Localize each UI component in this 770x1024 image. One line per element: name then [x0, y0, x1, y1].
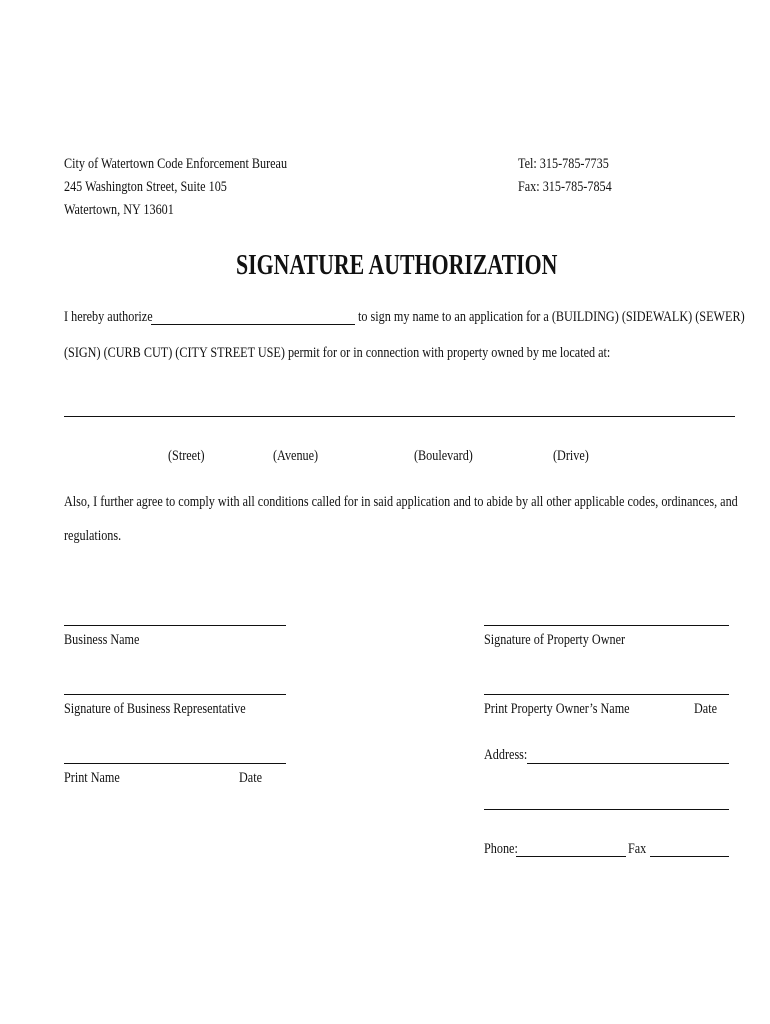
print-name-field[interactable]	[64, 763, 286, 764]
print-name-label: Print Name	[64, 770, 120, 786]
org-name: City of Watertown Code Enforcement Bureau	[64, 156, 288, 172]
agreement-line2: regulations.	[64, 528, 122, 544]
owner-print-name-label: Print Property Owner’s Name	[484, 701, 630, 717]
address-line2-field[interactable]	[484, 809, 729, 810]
rep-signature-field[interactable]	[64, 694, 286, 695]
org-city: Watertown, NY 13601	[64, 202, 174, 218]
authorize-line2: (SIGN) (CURB CUT) (CITY STREET USE) permit for or in connection with property owned by me located at:	[64, 345, 611, 361]
location-boulevard: (Boulevard)	[414, 448, 473, 464]
owner-print-name-field[interactable]	[484, 694, 729, 695]
business-name-label: Business Name	[64, 632, 140, 648]
address-label: Address:	[484, 747, 528, 763]
rep-signature-label: Signature of Business Representative	[64, 701, 246, 717]
org-fax: Fax: 315-785-7854	[518, 179, 612, 195]
business-name-field[interactable]	[64, 625, 286, 626]
right-date-label: Date	[694, 701, 717, 717]
property-location-field[interactable]	[64, 416, 735, 417]
location-drive: (Drive)	[553, 448, 589, 464]
phone-label: Phone:	[484, 841, 518, 857]
org-street: 245 Washington Street, Suite 105	[64, 179, 227, 195]
fax-label: Fax	[628, 841, 647, 857]
phone-field[interactable]	[516, 856, 626, 857]
agreement-line1: Also, I further agree to comply with all conditions called for in said application and to abide by all other applicable codes, ordinances, and	[64, 494, 738, 510]
authorize-prefix: I hereby authorize	[64, 309, 153, 325]
left-date-label: Date	[239, 770, 262, 786]
page-title: SIGNATURE AUTHORIZATION	[235, 250, 558, 281]
address-field[interactable]	[527, 763, 729, 764]
location-avenue: (Avenue)	[273, 448, 319, 464]
authorized-person-field[interactable]	[151, 324, 355, 325]
location-street: (Street)	[168, 448, 205, 464]
authorize-suffix: to sign my name to an application for a (BUILDING) (SIDEWALK) (SEWER)	[358, 309, 745, 325]
owner-signature-label: Signature of Property Owner	[484, 632, 626, 648]
fax-field[interactable]	[650, 856, 729, 857]
owner-signature-field[interactable]	[484, 625, 729, 626]
org-tel: Tel: 315-785-7735	[518, 156, 609, 172]
